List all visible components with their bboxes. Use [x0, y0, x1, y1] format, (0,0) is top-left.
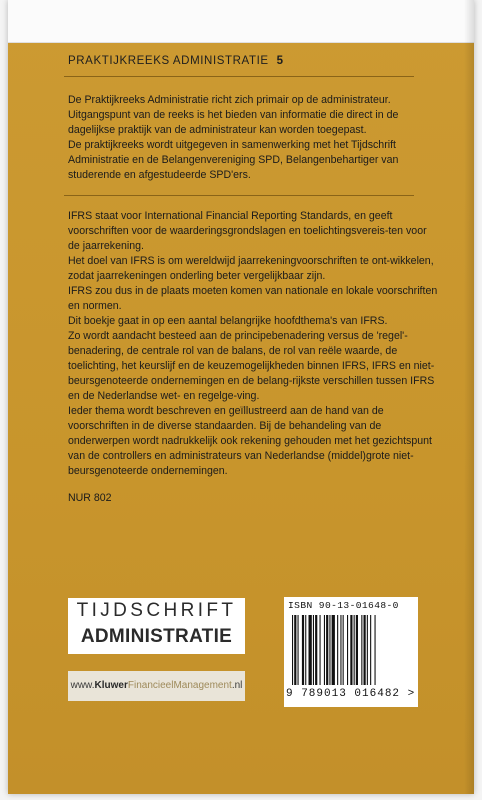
series-number: 5 [276, 55, 284, 67]
barcode-bar [292, 615, 293, 685]
barcode [284, 597, 418, 707]
barcode-bar [354, 615, 355, 685]
body-paragraph: Het doel van IFRS is om wereldwijd jaarrekeningvoorschriften te ont-wikkelen, zodat jaarrekeningen onderling beter vergelijkbaar zijn. [68, 255, 434, 282]
barcode-bars [292, 615, 410, 685]
barcode-bar [350, 615, 352, 685]
barcode-bar [309, 615, 312, 685]
tijdschrift-logo [68, 598, 245, 654]
barcode-bar [343, 615, 344, 685]
barcode-bar [332, 615, 335, 685]
series-divider [64, 76, 414, 77]
barcode-bar [305, 615, 306, 685]
publisher-url [68, 671, 245, 701]
url-rest: FinancieelManagement [127, 680, 232, 691]
barcode-bar [329, 615, 330, 685]
barcode-bar [313, 615, 314, 685]
body-paragraph: IFRS staat voor International Financial Reporting Standards, en geeft voorschriften voor de waarderingsgrondslagen en toelichtingsvereis-ten voor de jaarrekening. [68, 210, 427, 252]
barcode-bar [364, 615, 366, 685]
body-paragraph: Zo wordt aandacht besteed aan de principebenadering versus de 'regel'-benadering, de centrale rol van de balans, de rol van reële waarde, de toelichting, het keurslijf en de keuzemogelijkheden binnen IFRS, IFRS en niet-beursgenoteerde ondernemingen en de belang-rijkste verschillen tussen IFRS en de Nederlandse wet- en regelge-ving. [68, 330, 435, 402]
barcode-bar [347, 615, 348, 685]
barcode-bar [326, 615, 328, 685]
url-suffix: .nl [231, 680, 243, 691]
barcode-bar [324, 615, 325, 685]
nur-code: NUR 802 [68, 492, 112, 504]
intro-paragraph: De praktijkreeks wordt uitgegeven in samenwerking met het Tijdschrift Administratie en de Belangenvereniging SPD, Belangenbehartiger van studerende en afgestudeerde SPD'ers. [68, 139, 399, 181]
barcode-bar [315, 615, 317, 685]
barcode-bar [367, 615, 368, 685]
barcode-bar [370, 615, 371, 685]
url-prefix: www. [70, 680, 95, 691]
series-name: PRAKTIJKREEKS ADMINISTRATIE [68, 55, 269, 67]
isbn-label: ISBN 90-13-01648-0 [288, 600, 399, 611]
body-paragraph: Dit boekje gaat in op een aantal belangrijke hoofdthema's van IFRS. [68, 315, 388, 327]
intro-text [68, 93, 438, 183]
barcode-bar [320, 615, 321, 685]
barcode-digits: 9 789013 016482 > [286, 688, 416, 700]
body-paragraph: IFRS zou dus in de plaats moeten komen van nationale en lokale voorschriften en normen. [68, 285, 438, 312]
barcode-bar [302, 615, 304, 685]
back-cover [8, 0, 474, 794]
barcode-bar [356, 615, 358, 685]
body-paragraph: Ieder thema wordt beschreven en geïllustreerd aan de hand van de voorschriften in de diverse standaarden. Bij de behandeling van de onderwerpen wordt nadrukkelijk ook rekening gehouden met het gezichtspunt van de controllers en administrateurs van Nederlandse (middel)grote niet-beursgenoteerde ondernemingen. [68, 405, 432, 477]
intro-paragraph: De Praktijkreeks Administratie richt zich primair op de administrateur. Uitgangspunt van de reeks is het bieden van informatie die direct in de dagelijkse praktijk van de administrateur kan worden toegepast. [68, 94, 399, 136]
url-brand: Kluwer [94, 680, 128, 691]
series-title [68, 55, 284, 67]
section-divider [64, 195, 414, 196]
barcode-bar [361, 615, 362, 685]
logo-line-2: ADMINISTRATIE [80, 626, 233, 647]
body-text [68, 209, 438, 479]
barcode-bar [375, 615, 376, 685]
barcode-bar [294, 615, 296, 685]
barcode-bar [298, 615, 299, 685]
top-band [8, 0, 474, 43]
barcode-bar [337, 615, 338, 685]
barcode-bar [340, 615, 341, 685]
logo-line-1: TIJDSCHRIFT [76, 600, 237, 621]
